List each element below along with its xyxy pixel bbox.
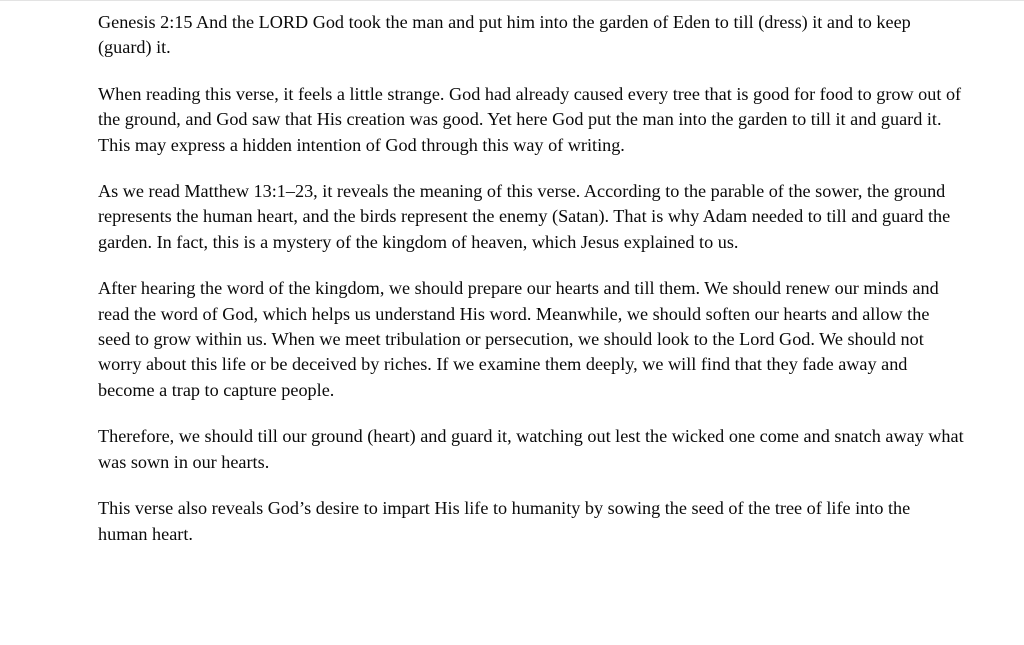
paragraph-conclusion: Therefore, we should till our ground (heart) and guard it, watching out lest the wicked one come and snatch away what was sown in our hearts. [98, 426, 964, 472]
paragraph-desire: This verse also reveals God’s desire to impart His life to humanity by sowing the seed of the tree of life into the human heart. [98, 498, 911, 544]
paragraph-verse: Genesis 2:15 And the LORD God took the man and put him into the garden of Eden to till (dress) it and to keep (guard) it. [98, 12, 911, 58]
paragraph-matthew: As we read Matthew 13:1–23, it reveals the meaning of this verse. According to the parable of the sower, the ground represents the human heart, and the birds represent the enemy (Satan). That is why Adam needed to till and guard the garden. In fact, this is a mystery of the kingdom of heaven, which Jesus explained to us. [98, 181, 951, 252]
paragraph-reflection: When reading this verse, it feels a little strange. God had already caused every tree that is good for food to grow out of the ground, and God saw that His creation was good. Yet here God put the man into the garden to till it and guard it. This may express a hidden intention of God through this way of writing. [98, 83, 962, 155]
paragraph-application: After hearing the word of the kingdom, we should prepare our hearts and till them. We should renew our minds and read the word of God, which helps us understand His word. Meanwhile, we should soften our hearts and allow the seed to grow within us. When we meet tribulation or persecution, we should look to the Lord God. We should not worry about this life or be deceived by riches. If we examine them deeply, we will find that they fade away and become a trap to capture people. [98, 278, 939, 400]
